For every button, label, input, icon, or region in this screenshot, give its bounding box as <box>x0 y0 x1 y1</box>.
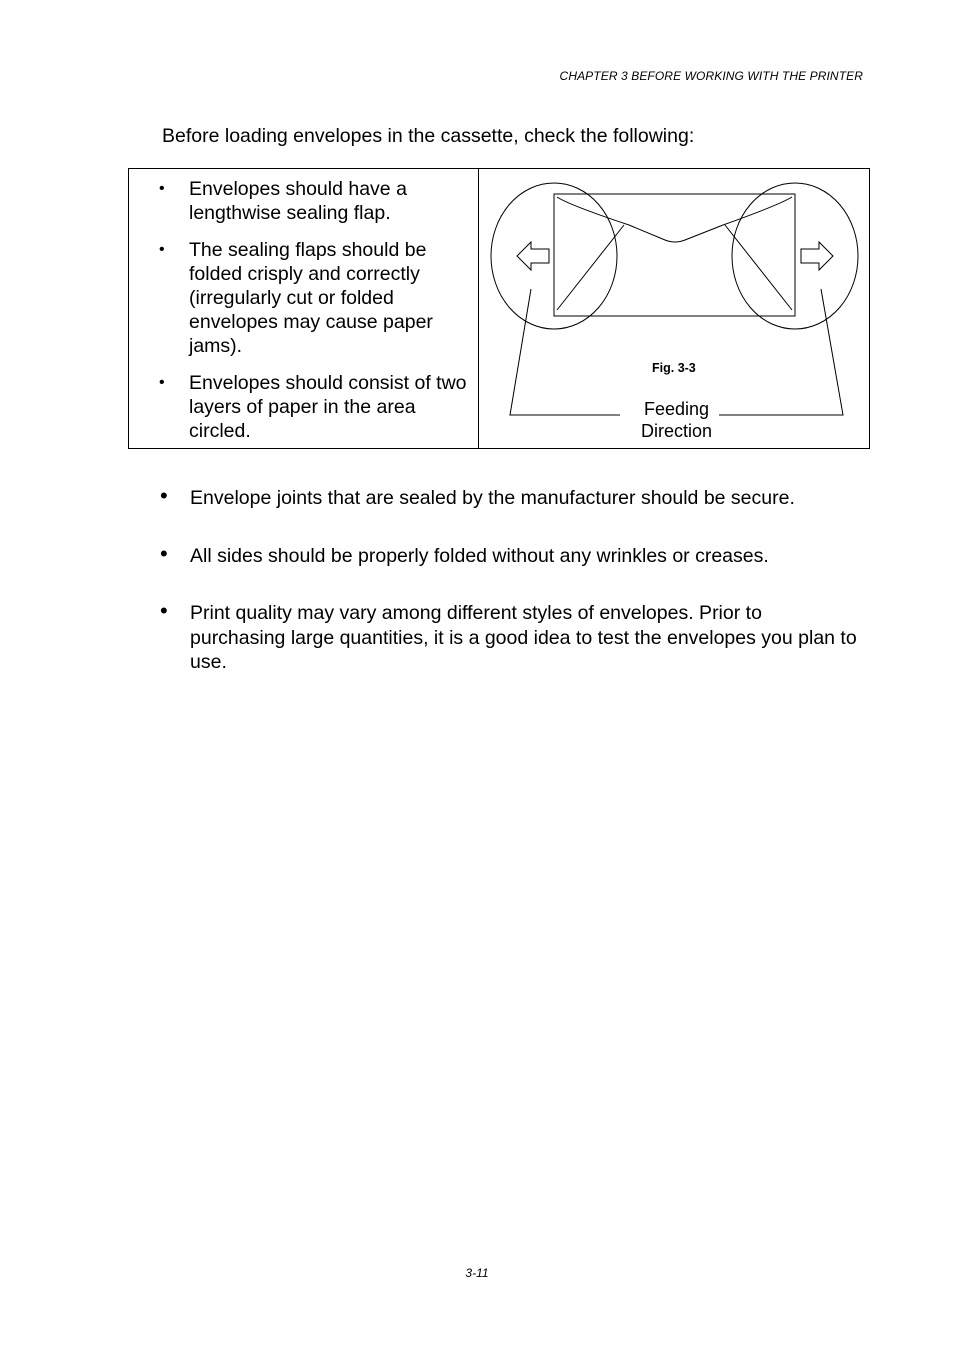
list-item-text: Print quality may vary among different styles of envelopes. Prior to purchasing large quantities, it is a good idea to test the envelopes you plan to use. <box>190 602 857 673</box>
list-item <box>160 540 860 569</box>
bullet-icon: • <box>160 540 168 566</box>
list-item <box>159 371 474 443</box>
bullet-icon: • <box>159 241 165 258</box>
list-item <box>159 238 474 358</box>
figure-caption: Fig. 3-3 <box>652 361 696 375</box>
list-item-text: Envelope joints that are sealed by the manufacturer should be secure. <box>190 487 795 509</box>
left-callout-line <box>510 289 620 415</box>
bullet-icon: • <box>160 598 168 623</box>
bullet-icon: • <box>160 483 168 508</box>
page-number: 3-11 <box>465 1266 489 1280</box>
envelope-check-box <box>128 168 870 449</box>
envelope-outline <box>554 194 795 316</box>
list-item-text: Envelopes should have a lengthwise sealing flap. <box>189 178 407 224</box>
list-item <box>159 177 474 225</box>
direction-label: Direction <box>640 421 713 441</box>
additional-checks-list <box>160 483 860 708</box>
list-item-text: All sides should be properly folded without any wrinkles or creases. <box>190 544 769 567</box>
bullet-icon: • <box>159 180 165 197</box>
feeding-direction-label <box>629 398 724 442</box>
intro-text: Before loading envelopes in the cassette, check the following: <box>162 125 695 147</box>
envelope-figure <box>479 169 871 448</box>
envelope-flap <box>557 197 792 242</box>
left-arrow-icon <box>517 242 549 270</box>
list-item <box>160 483 860 511</box>
bullet-icon: • <box>159 374 165 391</box>
feeding-label: Feeding <box>643 399 710 419</box>
list-item-text: Envelopes should consist of two layers of paper in the area circled. <box>189 372 467 442</box>
right-seam-line <box>725 225 792 310</box>
running-header: CHAPTER 3 BEFORE WORKING WITH THE PRINTER <box>559 69 863 83</box>
right-arrow-icon <box>801 242 833 270</box>
right-callout-line <box>719 289 843 415</box>
left-seam-line <box>557 225 624 310</box>
list-item-text: The sealing flaps should be folded crisply and correctly (irregularly cut or folded envelopes may cause paper jams). <box>189 239 433 357</box>
list-item <box>160 598 860 675</box>
